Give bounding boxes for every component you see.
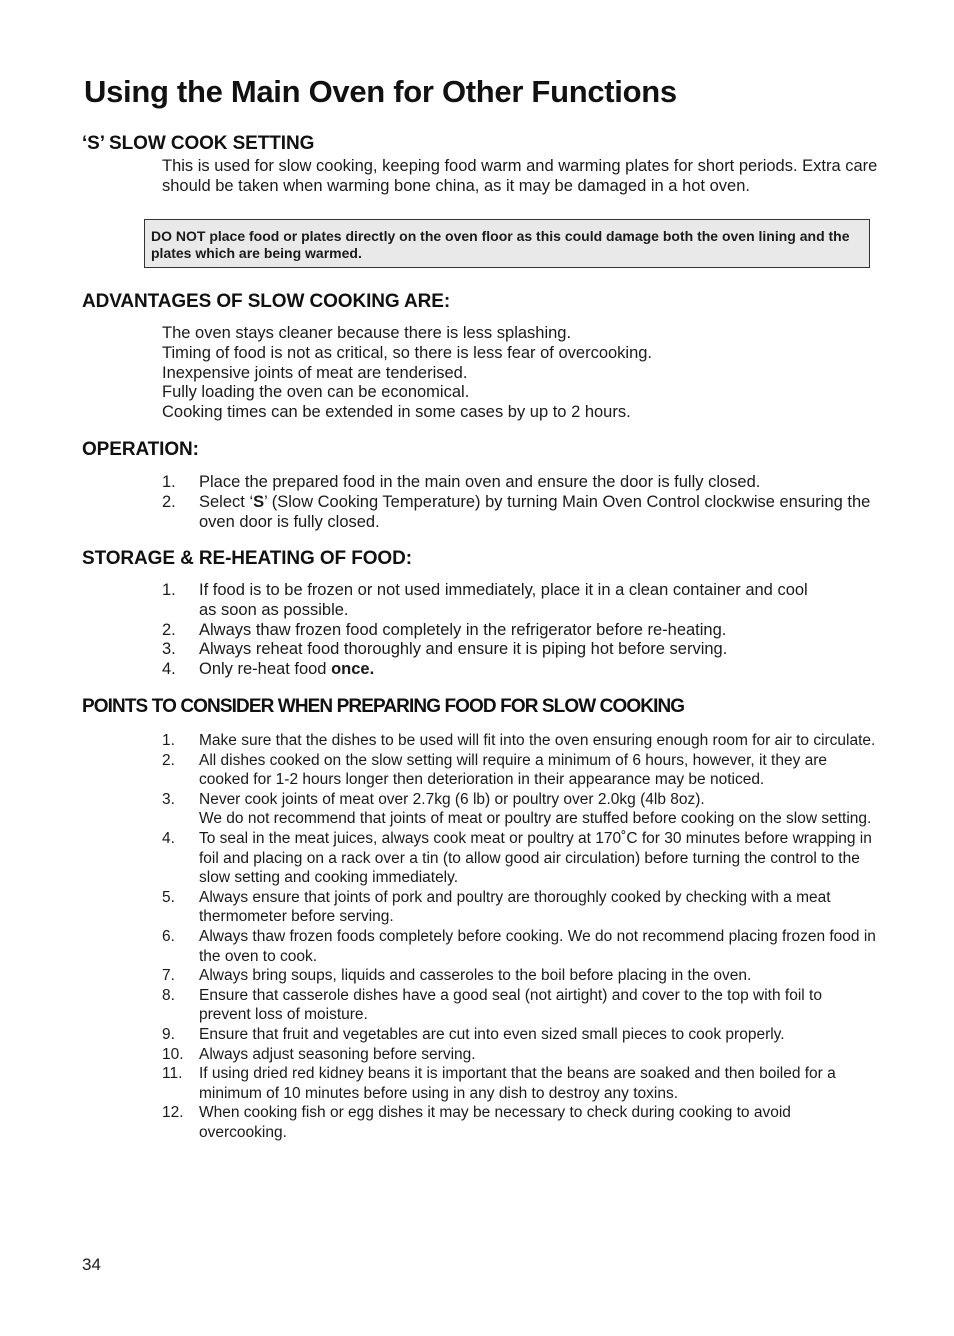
list-item [162, 581, 822, 621]
item-number: 8. [162, 986, 175, 1004]
list-item: The oven stays cleaner because there is less splashing. [162, 324, 572, 342]
item-text: Make sure that the dishes to be used will fit into the oven ensuring enough room for air to circulate. [199, 732, 876, 749]
item-number: 9. [162, 1025, 175, 1043]
storage-heading: STORAGE & RE-HEATING OF FOOD: [82, 548, 412, 569]
list-item: Fully loading the oven can be economical. [162, 383, 470, 402]
storage-list [162, 581, 822, 680]
item-number: 3. [162, 790, 175, 808]
list-item [162, 927, 876, 966]
item-text-pre: Select ‘ [199, 492, 254, 511]
slow-cook-heading: ‘S’ SLOW COOK SETTING [82, 133, 315, 154]
item-number: 2. [162, 620, 176, 639]
item-text: Ensure that casserole dishes have a good seal (not airtight) and cover to the top with foil to prevent loss of moisture. [199, 986, 822, 1024]
list-item [162, 1103, 876, 1142]
warning-box: DO NOT place food or plates directly on the oven floor as this could damage both the oven lining and the plates which are being warmed. [144, 219, 870, 268]
item-number: 3. [162, 640, 176, 659]
item-text [199, 493, 878, 533]
points-heading: POINTS TO CONSIDER WHEN PREPARING FOOD FOR SLOW COOKING [82, 696, 685, 717]
list-item [162, 986, 876, 1025]
item-number: 11. [162, 1065, 183, 1083]
item-number: 4. [162, 660, 176, 679]
operation-list [162, 473, 878, 532]
item-number: 1. [162, 732, 175, 749]
item-text: Ensure that fruit and vegetables are cut into even sized small pieces to cook properly. [199, 1025, 785, 1043]
list-item [162, 1025, 876, 1045]
list-item [162, 731, 876, 751]
list-item: Cooking times can be extended in some cases by up to 2 hours. [162, 403, 631, 422]
operation-heading: OPERATION: [82, 439, 199, 460]
slow-cook-intro: This is used for slow cooking, keeping food warm and warming plates for short periods. Extra care should be taken when warming bone china, as it may be damaged in a hot oven. [162, 157, 878, 195]
item-text-bold: once. [331, 660, 375, 679]
list-item [162, 640, 822, 660]
list-item [162, 473, 878, 493]
item-text: All dishes cooked on the slow setting will require a minimum of 6 hours, however, it they are cooked for 1-2 hours longer then deterioration in their appearance may be noticed. [199, 751, 828, 789]
list-item [162, 493, 878, 533]
list-item [162, 621, 822, 641]
item-text: Always thaw frozen food completely in the refrigerator before re-heating. [199, 620, 727, 639]
item-number: 6. [162, 927, 175, 945]
item-text: Always reheat food thoroughly and ensure it is piping hot before serving. [199, 640, 728, 659]
item-number: 12. [162, 1104, 184, 1122]
item-text: When cooking fish or egg dishes it may be necessary to check during cooking to avoid overcooking. [199, 1104, 791, 1141]
item-text: Always bring soups, liquids and casseroles to the boil before placing in the oven. [199, 967, 752, 985]
list-item [162, 660, 822, 680]
page-title: Using the Main Oven for Other Functions [84, 74, 677, 109]
item-text-bold: S [253, 492, 265, 511]
item-text: Always thaw frozen foods completely before cooking. We do not recommend placing frozen food in the oven to cook. [199, 927, 876, 965]
item-number: 1. [162, 473, 176, 491]
list-item [162, 888, 876, 927]
item-number: 2. [162, 751, 175, 769]
item-text: Always ensure that joints of pork and poultry are thoroughly cooked by checking with a meat thermometer before serving. [199, 888, 831, 926]
advantages-list [162, 324, 878, 423]
points-list [162, 731, 876, 1142]
item-number: 2. [162, 492, 176, 511]
list-item: Inexpensive joints of meat are tenderised. [162, 363, 468, 382]
item-number: 4. [162, 829, 175, 847]
list-item: Timing of food is not as critical, so there is less fear of overcooking. [162, 343, 653, 362]
item-text: To seal in the meat juices, always cook meat or poultry at 170˚C for 30 minutes before wrapping in foil and placing on a rack over a tin (to allow good air circulation) before turning the control to the slow setting and cooking immediately. [199, 829, 872, 887]
advantages-heading: ADVANTAGES OF SLOW COOKING ARE: [82, 291, 451, 312]
item-text: If food is to be frozen or not used immediately, place it in a clean container and cool as soon as possible. [199, 581, 808, 619]
list-item [162, 1064, 876, 1103]
list-item [162, 966, 876, 986]
list-item [162, 1045, 876, 1065]
item-text: Never cook joints of meat over 2.7kg (6 lb) or poultry over 2.0kg (4lb 8oz). [199, 790, 705, 808]
list-item [162, 829, 876, 888]
item-text-pre: Only re-heat food [199, 660, 332, 679]
item-text: Place the prepared food in the main oven and ensure the door is fully closed. [199, 473, 761, 491]
item-number: 7. [162, 967, 175, 985]
item-number: 1. [162, 581, 176, 599]
item-number: 5. [162, 888, 175, 906]
item-subtext: We do not recommend that joints of meat or poultry are stuffed before cooking on the slow setting. [199, 810, 872, 828]
page-number: 34 [82, 1255, 101, 1274]
item-text: If using dried red kidney beans it is important that the beans are soaked and then boiled for a minimum of 10 minutes before using in any dish to destroy any toxins. [199, 1065, 836, 1102]
list-item [162, 751, 876, 790]
item-text [199, 660, 822, 680]
item-text-post: ’ (Slow Cooking Temperature) by turning Main Oven Control clockwise ensuring the oven door is fully closed. [199, 492, 871, 531]
list-item [162, 790, 876, 829]
item-text: Always adjust seasoning before serving. [199, 1045, 476, 1063]
item-number: 10. [162, 1045, 184, 1063]
